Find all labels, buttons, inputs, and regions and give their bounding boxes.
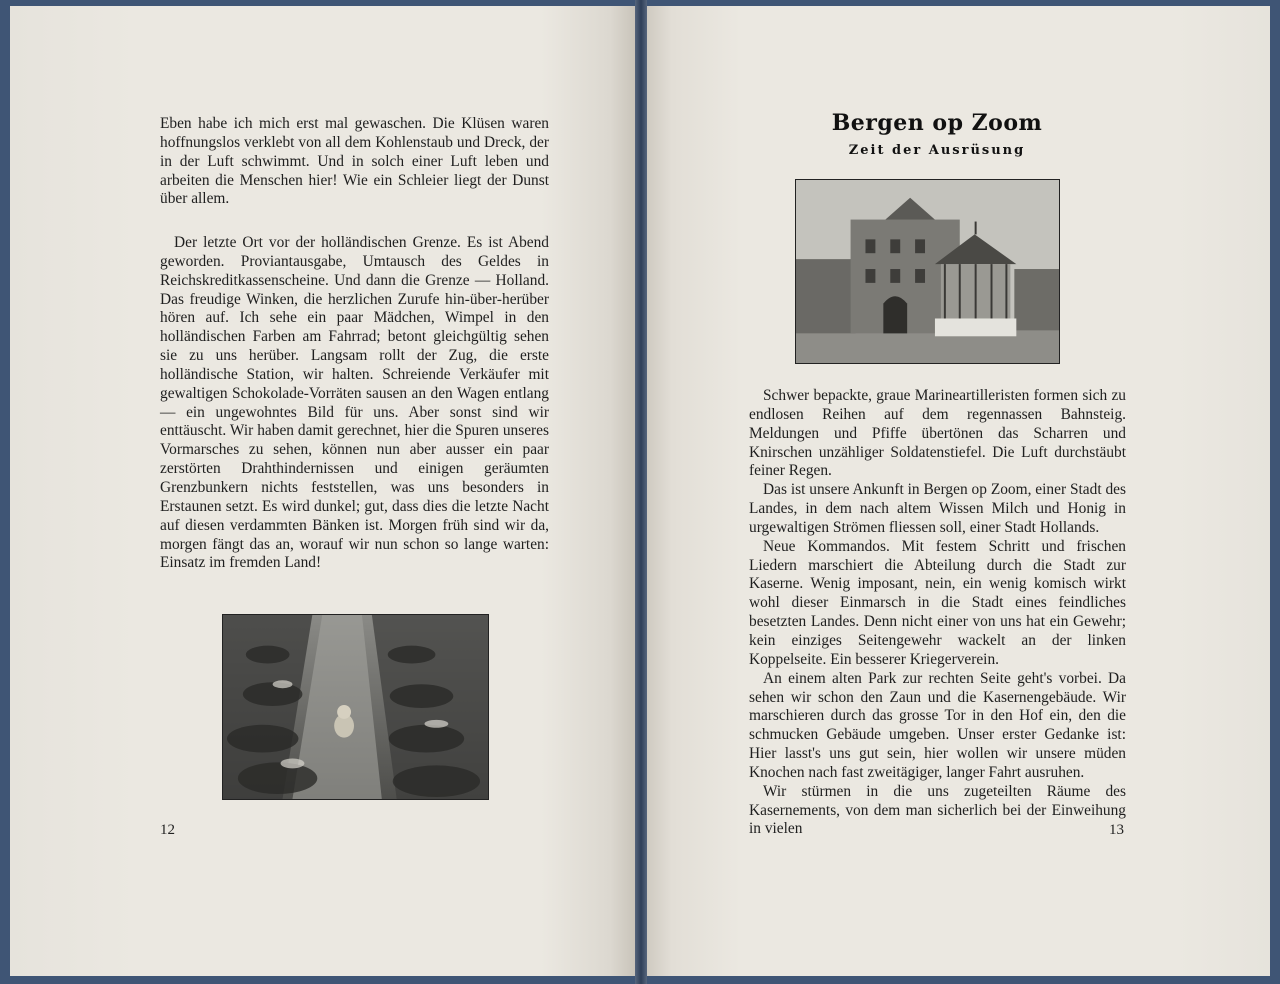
paragraph-text: Eben habe ich mich erst mal gewaschen. Die Klüsen waren hoffnungslos verklebt von all dem Kohlenstaub und Dreck, der in der Luft schwimmt. Und in solch einer Luft leben und arbeiten die Menschen hier! Wie ein Schleier liegt der Dunst über allem. [160, 115, 549, 208]
right-page [647, 6, 1270, 976]
page-number: 12 [160, 822, 175, 838]
left-paragraph-1 [160, 115, 549, 209]
paragraph-text: Das ist unsere Ankunft in Bergen op Zoom, einer Stadt des Landes, in dem nach altem Wissen Milch und Honig in urgewaltigen Strömen fliessen soll, einer Stadt Hollands. [749, 481, 1126, 536]
paragraph-text: An einem alten Park zur rechten Seite geht's vorbei. Da sehen wir schon den Zaun und die Kasernengebäude. Wir marschieren durch das grosse Tor in den Hof ein, den die schmucken Gebäude umgeben. Unser erster Gedanke ist: Hier lasst's uns gut sein, hier wollen wir unsere müden Knochen nach fast zweitägiger, langer Fahrt ausruhen. [749, 669, 1126, 781]
right-body-text [749, 387, 1126, 839]
left-page [10, 6, 635, 976]
town-square-photo [795, 179, 1060, 364]
chapter-subtitle: Zeit der Ausrüsung [848, 143, 1026, 158]
paragraph-text: Neue Kommandos. Mit festem Schritt und frischen Liedern marschiert die Abteilung durch die Stadt zur Kaserne. Wenig imposant, nein, ein wenig komisch wirkt wohl dieser Einmarsch in die Stadt eines feindliches besetzten Landes. Denn nicht einer von uns hat ein Gewehr; kein einziges Seitengewehr wackelt an der linken Koppelseite. Ein besserer Kriegerverein. [749, 537, 1126, 668]
soldiers-gear-photo [222, 614, 489, 800]
soldiers-gear-photo-image [223, 615, 488, 799]
town-square-photo-image [796, 180, 1059, 363]
chapter-title: Bergen op Zoom [831, 110, 1043, 136]
paragraph-text: Wir stürmen in die uns zugeteilten Räume des Kasernements, von dem man sicherlich bei der Einweihung in vielen [749, 782, 1126, 838]
paragraph-text: Schwer bepackte, graue Marineartilleristen formen sich zu endlosen Reihen auf dem regennassen Bahnsteig. Meldungen und Pfiffe übertönen das Scharren und Knirschen unzähliger Soldatenstiefel. Die Luft durchstäubt feiner Regen. [749, 387, 1126, 480]
page-number: 13 [1109, 822, 1124, 838]
paragraph-text: Der letzte Ort vor der holländischen Grenze. Es ist Abend geworden. Proviantausgabe, Umtausch des Geldes in Reichskreditkassenscheine. Und dann die Grenze — Holland. Das freudige Winken, die herzlichen Zurufe hin-über-herüber hören auf. Ich sehe ein paar Mädchen, Wimpel in den holländischen Farben am Fahrrad; betont gleichgültig sehen sie zu uns herüber. Langsam rollt der Zug, die erste holländische Station, wir halten. Schreiende Verkäufer mit gewaltigen Schokolade-Vorräten sausen an den Wagen entlang — ein ungewohntes Bild für uns. Aber sonst sind wir enttäuscht. Wir haben damit gerechnet, hier die Spuren unseres Vormarsches zu sehen, können nun aber ausser ein paar zerstörten Drahthindernissen und einigen geräumten Grenzbunkern nichts feststellen, was uns besonders in Erstaunen setzt. Es wird dunkel; gut, dass dies die letzte Nacht auf diesen verdammten Bänken ist. Morgen früh sind wir da, morgen fängt das an, worauf wir nun schon so lange warten: Einsatz im fremden Land! [160, 234, 549, 572]
left-paragraph-2 [160, 234, 549, 573]
book-gutter [635, 0, 647, 984]
